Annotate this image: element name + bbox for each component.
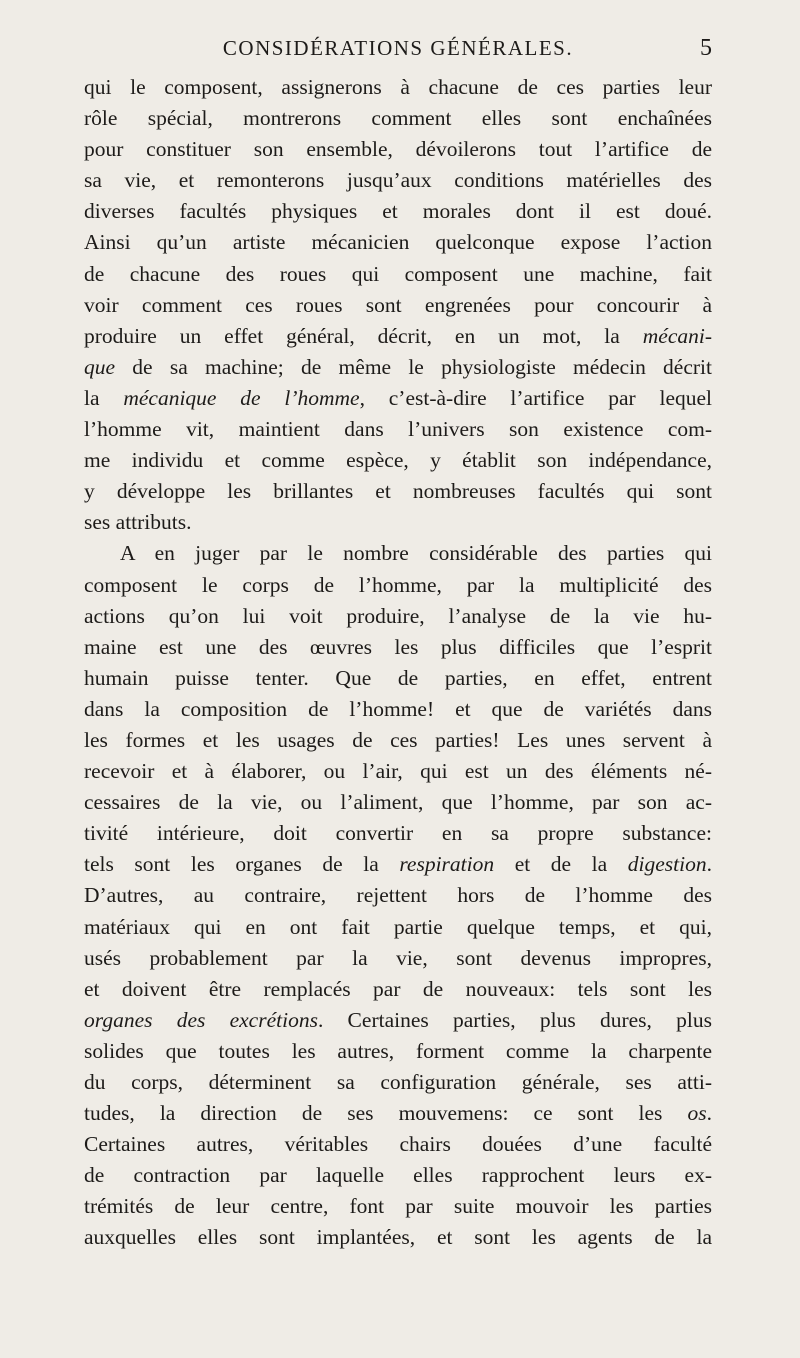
page-number: 5 bbox=[700, 35, 712, 61]
text-line bbox=[84, 72, 712, 103]
text-segment: me individu et comme espèce, y établit son indépendance, bbox=[84, 448, 712, 473]
text-line bbox=[84, 259, 712, 290]
text-line bbox=[84, 1191, 712, 1222]
text-segment: et doivent être remplacés par de nouveaux: tels sont les bbox=[84, 976, 712, 1001]
text-segment: Certaines autres, véritables chairs douées d’une faculté bbox=[84, 1132, 712, 1157]
text-segment: . bbox=[706, 1101, 712, 1126]
text-segment: voir comment ces roues sont engrenées pour concourir à bbox=[84, 292, 712, 317]
text-segment: trémités de leur centre, font par suite mouvoir les parties bbox=[84, 1194, 712, 1219]
text-line bbox=[84, 1036, 712, 1067]
text-segment: sa vie, et remonterons jusqu’aux conditions matérielles des bbox=[84, 168, 712, 193]
text-line bbox=[84, 1129, 712, 1160]
text-line bbox=[84, 414, 712, 445]
text-segment: l’homme vit, maintient dans l’univers son existence com- bbox=[84, 417, 712, 442]
text-segment: y développe les brillantes et nombreuses facultés qui sont bbox=[84, 479, 712, 504]
text-segment: , c’est-à-dire l’artifice par lequel bbox=[359, 385, 712, 410]
text-segment: de chacune des roues qui composent une machine, fait bbox=[84, 261, 712, 286]
text-line bbox=[84, 103, 712, 134]
text-line bbox=[84, 352, 712, 383]
italic-text: digestion bbox=[627, 852, 707, 877]
italic-text: os bbox=[687, 1101, 707, 1126]
text-line bbox=[84, 321, 712, 352]
text-segment: tivité intérieure, doit convertir en sa propre substance: bbox=[84, 821, 712, 846]
text-segment: pour constituer son ensemble, dévoilerons tout l’artifice de bbox=[84, 137, 712, 162]
text-line bbox=[84, 787, 712, 818]
text-segment: tudes, la direction de ses mouvemens: ce sont les bbox=[84, 1101, 688, 1126]
text-line bbox=[84, 974, 712, 1005]
text-line bbox=[84, 1067, 712, 1098]
text-segment: ses attributs. bbox=[84, 510, 192, 535]
text-line bbox=[84, 134, 712, 165]
text-line bbox=[84, 694, 712, 725]
text-line bbox=[84, 507, 712, 538]
text-segment: cessaires de la vie, ou l’aliment, que l’homme, par son ac- bbox=[84, 790, 712, 815]
text-line bbox=[84, 601, 712, 632]
body-text bbox=[84, 72, 712, 1254]
text-line bbox=[84, 632, 712, 663]
text-line bbox=[84, 756, 712, 787]
text-segment: diverses facultés physiques et morales dont il est doué. bbox=[84, 199, 712, 224]
text-segment: les formes et les usages de ces parties! Les unes servent à bbox=[84, 727, 712, 752]
italic-text: que bbox=[84, 354, 116, 379]
text-segment: . Certaines parties, plus dures, plus bbox=[317, 1007, 712, 1032]
text-line bbox=[84, 1005, 712, 1036]
text-line bbox=[84, 912, 712, 943]
text-segment: qui le composent, assignerons à chacune de ces parties leur bbox=[84, 75, 712, 99]
text-line bbox=[84, 445, 712, 476]
text-segment: la bbox=[84, 385, 124, 410]
text-line bbox=[84, 663, 712, 694]
text-segment: produire un effet général, décrit, en un mot, la bbox=[84, 323, 643, 348]
running-head bbox=[84, 32, 712, 64]
text-line bbox=[84, 196, 712, 227]
text-segment: de contraction par laquelle elles rapprochent leurs ex- bbox=[84, 1163, 712, 1188]
text-line bbox=[84, 290, 712, 321]
text-segment: composent le corps de l’homme, par la multiplicité des bbox=[84, 572, 712, 597]
text-line bbox=[84, 538, 712, 569]
italic-text: respiration bbox=[399, 852, 495, 877]
text-line bbox=[84, 570, 712, 601]
text-line bbox=[84, 1098, 712, 1129]
text-segment: D’autres, au contraire, rejettent hors de l’homme des bbox=[84, 883, 712, 908]
text-segment: de sa machine; de même le physiologiste médecin décrit bbox=[115, 354, 712, 379]
italic-text: mécani- bbox=[642, 323, 712, 348]
text-segment: solides que toutes les autres, forment comme la charpente bbox=[84, 1038, 712, 1063]
text-segment: du corps, déterminent sa configuration générale, ses atti- bbox=[84, 1070, 712, 1094]
text-line bbox=[84, 1160, 712, 1191]
text-segment: auxquelles elles sont implantées, et sont les agents de la bbox=[84, 1225, 712, 1250]
text-segment: . bbox=[706, 852, 712, 877]
text-line bbox=[84, 818, 712, 849]
text-segment: recevoir et à élaborer, ou l’air, qui est un des éléments né- bbox=[84, 759, 712, 784]
italic-text: organes des excrétions bbox=[84, 1007, 318, 1032]
text-line bbox=[84, 849, 712, 880]
text-line bbox=[84, 943, 712, 974]
text-segment: usés probablement par la vie, sont devenus impropres, bbox=[84, 945, 712, 970]
text-segment: rôle spécial, montrerons comment elles sont enchaînées bbox=[84, 106, 712, 131]
text-line bbox=[84, 725, 712, 756]
text-line bbox=[84, 880, 712, 911]
text-line bbox=[84, 383, 712, 414]
text-segment: A en juger par le nombre considérable des parties qui bbox=[120, 541, 712, 566]
text-segment: et de la bbox=[494, 852, 628, 877]
text-segment: humain puisse tenter. Que de parties, en effet, entrent bbox=[84, 665, 712, 690]
text-segment: Ainsi qu’un artiste mécanicien quelconque expose l’action bbox=[84, 230, 712, 255]
running-head-title: CONSIDÉRATIONS GÉNÉRALES. bbox=[222, 36, 574, 60]
text-line bbox=[84, 227, 712, 258]
text-segment: maine est une des œuvres les plus difficiles que l’esprit bbox=[84, 634, 712, 659]
text-line bbox=[84, 165, 712, 196]
text-segment: matériaux qui en ont fait partie quelque temps, et qui, bbox=[84, 914, 712, 939]
text-segment: actions qu’on lui voit produire, l’analyse de la vie hu- bbox=[84, 603, 712, 628]
text-segment: dans la composition de l’homme! et que de variétés dans bbox=[84, 696, 712, 721]
text-line bbox=[84, 476, 712, 507]
text-line bbox=[84, 1222, 712, 1253]
text-segment: tels sont les organes de la bbox=[84, 852, 400, 877]
italic-text: mécanique de l’homme bbox=[123, 385, 360, 410]
